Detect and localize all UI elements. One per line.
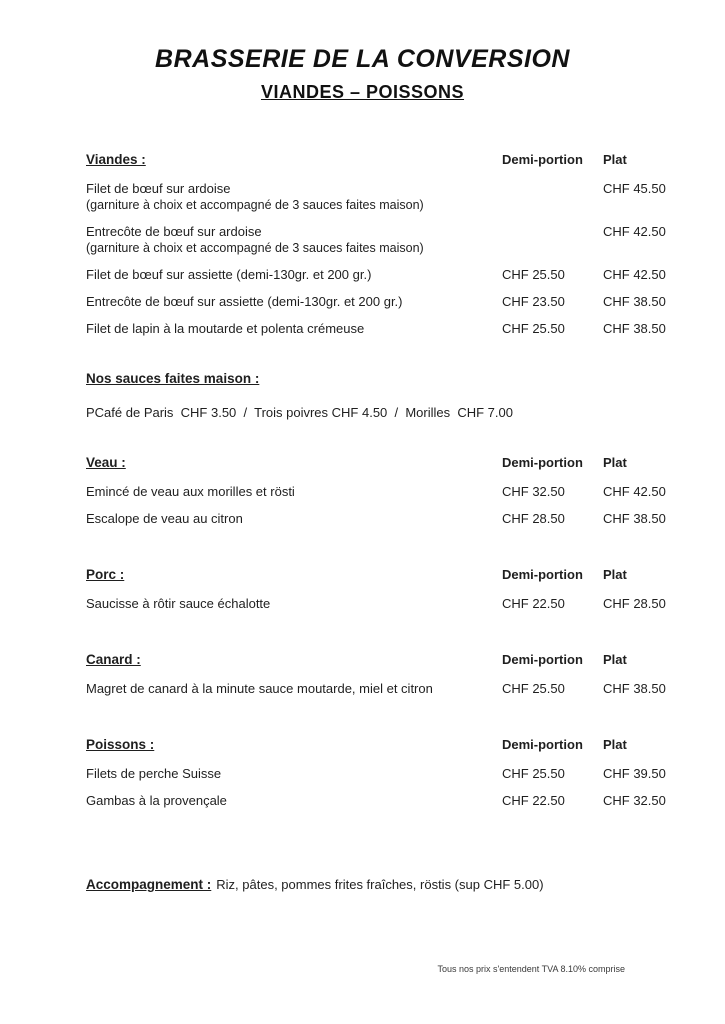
price-plat: CHF 42.50: [603, 267, 666, 282]
tva-footer-note: Tous nos prix s'entendent TVA 8.10% comprise: [437, 964, 625, 974]
item-name: Filets de perche Suisse: [86, 766, 222, 781]
section-title-porc: Porc :: [86, 567, 125, 582]
price-demi: CHF 25.50: [502, 267, 565, 282]
item-name: Gambas à la provençale: [86, 793, 227, 808]
section-canard: [86, 652, 666, 697]
price-plat: CHF 38.50: [603, 294, 666, 309]
menu-item-row: [86, 267, 666, 283]
menu-item-row: [86, 294, 666, 310]
price-demi: CHF 25.50: [502, 681, 565, 696]
price-demi: CHF 22.50: [502, 793, 565, 808]
accompagnement-heading: Accompagnement :: [86, 877, 212, 892]
price-plat: CHF 42.50: [603, 484, 666, 499]
section-heading-row: [86, 152, 666, 168]
price-demi: CHF 25.50: [502, 766, 565, 781]
menu-content: [0, 104, 725, 893]
section-sauces: [86, 371, 666, 421]
section-porc: [86, 567, 666, 612]
item-name: Entrecôte de bœuf sur ardoise: [86, 224, 262, 239]
section-title-poissons: Poissons :: [86, 737, 155, 752]
menu-item-row: [86, 321, 666, 337]
sauces-price-line: PCafé de Paris CHF 3.50 / Trois poivres CHF 4.50 / Morilles CHF 7.00: [86, 405, 513, 420]
section-viandes: [86, 152, 666, 337]
price-plat: CHF 28.50: [603, 596, 666, 611]
section-title-sauces: Nos sauces faites maison :: [86, 371, 260, 386]
accompagnement-text: Riz, pâtes, pommes frites fraîches, röstis (sup CHF 5.00): [216, 877, 544, 892]
price-plat: CHF 38.50: [603, 681, 666, 696]
item-name: Magret de canard à la minute sauce moutarde, miel et citron: [86, 681, 433, 696]
column-header-demi-portion: Demi-portion: [502, 652, 583, 667]
menu-item-row: [86, 681, 666, 697]
menu-subtitle: VIANDES – POISSONS: [260, 82, 465, 102]
restaurant-title: BRASSERIE DE LA CONVERSION: [155, 45, 570, 73]
column-header-plat: Plat: [603, 652, 627, 667]
price-demi: CHF 25.50: [502, 321, 565, 336]
item-note: (garniture à choix et accompagné de 3 sauces faites maison): [86, 198, 424, 212]
item-name: Entrecôte de bœuf sur assiette (demi-130gr. et 200 gr.): [86, 294, 403, 309]
menu-header: [0, 0, 725, 104]
price-plat: CHF 42.50: [603, 224, 666, 239]
section-title-veau: Veau :: [86, 455, 126, 470]
column-header-plat: Plat: [603, 455, 627, 470]
column-header-demi-portion: Demi-portion: [502, 567, 583, 582]
menu-item-row: [86, 484, 666, 500]
menu-item-row: [86, 596, 666, 612]
section-veau: [86, 455, 666, 527]
price-plat: CHF 45.50: [603, 181, 666, 196]
menu-item-row: [86, 224, 666, 256]
item-name: Filet de bœuf sur assiette (demi-130gr. et 200 gr.): [86, 267, 372, 282]
column-header-plat: Plat: [603, 152, 627, 167]
price-demi: CHF 22.50: [502, 596, 565, 611]
price-demi: CHF 23.50: [502, 294, 565, 309]
price-plat: CHF 39.50: [603, 766, 666, 781]
item-name: Filet de bœuf sur ardoise: [86, 181, 231, 196]
section-heading-row: [86, 455, 666, 471]
accompagnement-line: [86, 877, 666, 893]
price-plat: CHF 38.50: [603, 321, 666, 336]
item-name: Saucisse à rôtir sauce échalotte: [86, 596, 271, 611]
column-header-plat: Plat: [603, 737, 627, 752]
section-heading-row: [86, 567, 666, 583]
price-plat: CHF 32.50: [603, 793, 666, 808]
column-header-plat: Plat: [603, 567, 627, 582]
item-name: Filet de lapin à la moutarde et polenta crémeuse: [86, 321, 365, 336]
price-demi: CHF 28.50: [502, 511, 565, 526]
item-name: Emincé de veau aux morilles et rösti: [86, 484, 295, 499]
section-title-viandes: Viandes :: [86, 152, 146, 167]
section-heading-row: [86, 652, 666, 668]
menu-item-row: [86, 181, 666, 213]
menu-item-row: [86, 766, 666, 782]
menu-item-row: [86, 511, 666, 527]
column-header-demi-portion: Demi-portion: [502, 737, 583, 752]
item-text: [86, 181, 502, 213]
item-note: (garniture à choix et accompagné de 3 sauces faites maison): [86, 241, 424, 255]
section-heading-row: [86, 737, 666, 753]
price-plat: CHF 38.50: [603, 511, 666, 526]
section-poissons: [86, 737, 666, 809]
column-header-demi-portion: Demi-portion: [502, 455, 583, 470]
menu-item-row: [86, 793, 666, 809]
section-accompagnement: [86, 877, 666, 893]
section-title-canard: Canard :: [86, 652, 141, 667]
price-demi: CHF 32.50: [502, 484, 565, 499]
item-text: [86, 224, 502, 256]
column-header-demi-portion: Demi-portion: [502, 152, 583, 167]
item-name: Escalope de veau au citron: [86, 511, 243, 526]
